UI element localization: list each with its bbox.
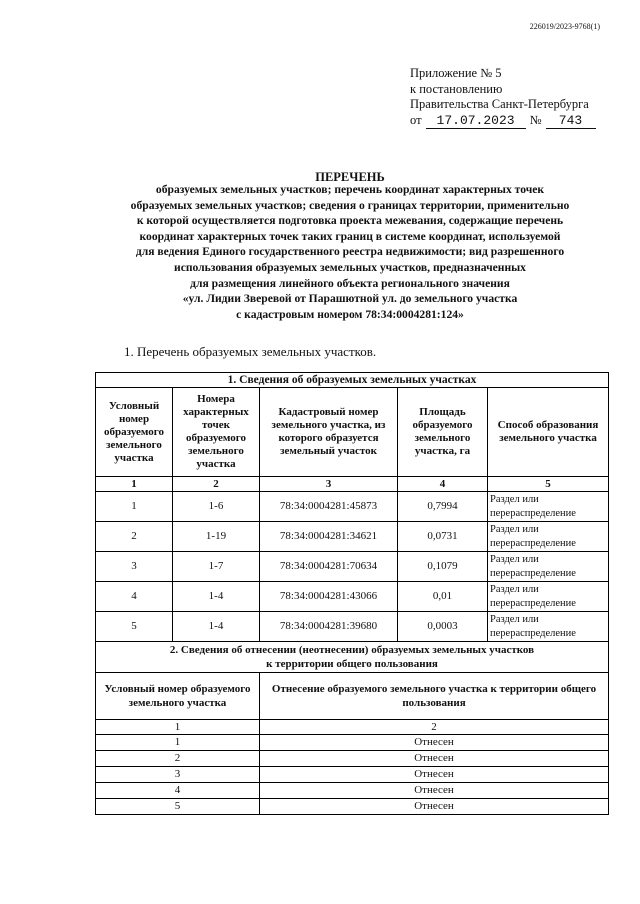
table-cell: 78:34:0004281:39680 bbox=[260, 612, 398, 642]
table-cell: Отнесен bbox=[260, 783, 609, 799]
table-cell: 2 bbox=[96, 751, 260, 767]
table-header-cell: Условный номер образуемого земельного участка bbox=[96, 673, 260, 720]
table-row bbox=[96, 522, 609, 552]
table-cell: 0,1079 bbox=[398, 552, 488, 582]
table-cell: 78:34:0004281:34621 bbox=[260, 522, 398, 552]
document-title: ПЕРЕЧЕНЬ bbox=[315, 170, 385, 184]
column-number: 2 bbox=[260, 720, 609, 735]
document-subtitle bbox=[100, 182, 600, 322]
table-cell: 1 bbox=[96, 492, 173, 522]
table-cell: 0,0731 bbox=[398, 522, 488, 552]
table-cell: 78:34:0004281:70634 bbox=[260, 552, 398, 582]
table-cell: 5 bbox=[96, 612, 173, 642]
appendix-date-line bbox=[410, 113, 596, 130]
appendix-line: Правительства Санкт-Петербурга bbox=[410, 97, 589, 111]
column-number: 4 bbox=[398, 477, 488, 492]
table-cell: 1-19 bbox=[173, 522, 260, 552]
table-cell: 78:34:0004281:45873 bbox=[260, 492, 398, 522]
table-cell: 4 bbox=[96, 582, 173, 612]
column-number: 2 bbox=[173, 477, 260, 492]
table1-section-title: 1. Сведения об образуемых земельных участках bbox=[96, 373, 609, 388]
column-number: 1 bbox=[96, 477, 173, 492]
subtitle-line: образуемых земельных участков; сведения о границах территории, применительно bbox=[130, 198, 570, 212]
table-cell: 2 bbox=[96, 522, 173, 552]
column-number: 1 bbox=[96, 720, 260, 735]
table-cell: 1-4 bbox=[173, 612, 260, 642]
document-id: 226019/2023-9768(1) bbox=[529, 22, 600, 31]
subtitle-line: «ул. Лидии Зверевой от Парашютной ул. до земельного участка bbox=[182, 292, 518, 306]
table2-section-title-line: 2. Сведения об отнесении (неотнесении) образуемых земельных участков bbox=[169, 644, 535, 656]
subtitle-line: использования образуемых земельных участков, предназначенных bbox=[174, 260, 526, 274]
section-heading: 1. Перечень образуемых земельных участков. bbox=[124, 344, 377, 359]
table-cell: 1-6 bbox=[173, 492, 260, 522]
appendix-line: Приложение № 5 bbox=[410, 66, 502, 80]
table-cell: Раздел или перераспределение bbox=[488, 552, 609, 582]
table-cell: 0,01 bbox=[398, 582, 488, 612]
table-row bbox=[96, 767, 609, 783]
table-row bbox=[96, 492, 609, 522]
table-cell: Отнесен bbox=[260, 767, 609, 783]
land-plots-table bbox=[95, 372, 609, 815]
table2-section-title-line: к территории общего пользования bbox=[266, 658, 438, 670]
table-cell: 4 bbox=[96, 783, 260, 799]
table-header-cell: Номера характерных точек образуемого земельного участка bbox=[173, 388, 260, 477]
table-header-cell: Площадь образуемого земельного участка, га bbox=[398, 388, 488, 477]
table-cell: 0,7994 bbox=[398, 492, 488, 522]
column-number: 3 bbox=[260, 477, 398, 492]
table-header-cell: Условный номер образуемого земельного участка bbox=[96, 388, 173, 477]
table-cell: 78:34:0004281:43066 bbox=[260, 582, 398, 612]
table-header-cell: Кадастровый номер земельного участка, из которого образуется земельный участок bbox=[260, 388, 398, 477]
table-cell: 1-4 bbox=[173, 582, 260, 612]
table-cell: Раздел или перераспределение bbox=[488, 492, 609, 522]
resolution-number: 743 bbox=[546, 113, 596, 130]
subtitle-line: для ведения Единого государственного реестра недвижимости; вид разрешенного bbox=[135, 245, 565, 259]
table-cell: Отнесен bbox=[260, 735, 609, 751]
resolution-date: 17.07.2023 bbox=[426, 113, 526, 130]
from-label: от bbox=[410, 112, 422, 127]
table-cell: Раздел или перераспределение bbox=[488, 582, 609, 612]
subtitle-line: координат характерных точек таких границ в системе координат, используемой bbox=[139, 229, 561, 243]
table-row bbox=[96, 751, 609, 767]
number-label: № bbox=[529, 112, 542, 127]
table-header-cell: Отнесение образуемого земельного участка к территории общего пользования bbox=[260, 673, 609, 720]
table-row bbox=[96, 799, 609, 815]
table-cell: 1 bbox=[96, 735, 260, 751]
column-number: 5 bbox=[488, 477, 609, 492]
table-row bbox=[96, 552, 609, 582]
table-cell: Раздел или перераспределение bbox=[488, 522, 609, 552]
table2-section-title bbox=[96, 642, 609, 673]
subtitle-line: к которой осуществляется подготовка проекта межевания, содержащие перечень bbox=[136, 214, 564, 228]
table-row bbox=[96, 612, 609, 642]
table-header-cell: Способ образования земельного участка bbox=[488, 388, 609, 477]
subtitle-line: с кадастровым номером 78:34:0004281:124» bbox=[236, 307, 464, 321]
table-cell: Раздел или перераспределение bbox=[488, 612, 609, 642]
subtitle-line: образуемых земельных участков; перечень координат характерных точек bbox=[155, 183, 545, 196]
appendix-block bbox=[410, 66, 596, 129]
table-cell: 5 bbox=[96, 799, 260, 815]
table-cell: Отнесен bbox=[260, 799, 609, 815]
table-row bbox=[96, 783, 609, 799]
table-cell: Отнесен bbox=[260, 751, 609, 767]
subtitle-line: для размещения линейного объекта регионального значения bbox=[190, 276, 510, 290]
appendix-line: к постановлению bbox=[410, 81, 503, 96]
table-cell: 0,0003 bbox=[398, 612, 488, 642]
table-row bbox=[96, 735, 609, 751]
table-row bbox=[96, 582, 609, 612]
table-cell: 3 bbox=[96, 767, 260, 783]
table-cell: 1-7 bbox=[173, 552, 260, 582]
table-cell: 3 bbox=[96, 552, 173, 582]
